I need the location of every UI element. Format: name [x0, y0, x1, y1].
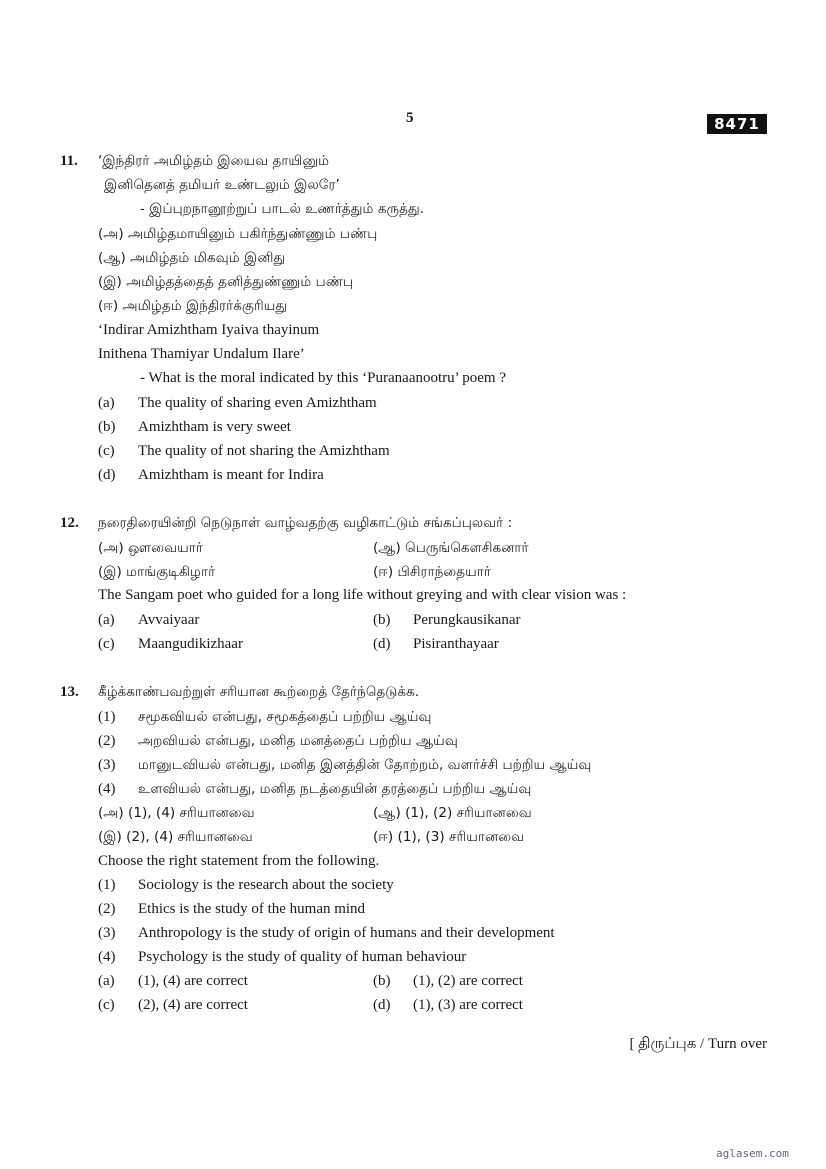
option-tamil[interactable]: (ஆ) அமிழ்தம் மிகவும் இனிது — [98, 250, 286, 266]
question-number: 12. — [60, 515, 79, 531]
option-english[interactable]: Amizhtham is very sweet — [138, 419, 291, 435]
option-tamil[interactable]: (ஆ) (1), (2) சரியானவை — [373, 805, 532, 821]
option-label: (c) — [98, 636, 115, 652]
option-label: (d) — [98, 467, 116, 483]
statement-english: Ethics is the study of the human mind — [138, 901, 366, 917]
option-label: (d) — [373, 636, 391, 652]
question-number: 13. — [60, 684, 79, 700]
option-label: (d) — [373, 997, 391, 1013]
poem-line-english: ‘Indirar Amizhtham Iyaiva thayinum — [98, 322, 320, 338]
option-english[interactable]: Maangudikizhaar — [138, 636, 243, 652]
option-label: (b) — [98, 419, 116, 435]
option-tamil[interactable]: (ஆ) பெருங்கௌசிகனார் — [373, 540, 529, 556]
question-number: 11. — [60, 153, 78, 169]
option-english[interactable]: (1), (4) are correct — [138, 973, 248, 989]
question-text-english: The Sangam poet who guided for a long life without greying and with clear vision was : — [98, 587, 627, 603]
option-tamil[interactable]: (அ) (1), (4) சரியானவை — [98, 805, 255, 821]
option-english[interactable]: Perungkausikanar — [413, 612, 521, 628]
question-text-english: Choose the right statement from the following. — [98, 853, 380, 869]
statement-english: Sociology is the research about the society — [138, 877, 394, 893]
poem-line-tamil: ‘இந்திரர் அமிழ்தம் இயைவ தாயினும் — [98, 153, 330, 169]
watermark: aglasem.com — [716, 1147, 789, 1160]
statement-label: (3) — [98, 757, 116, 773]
statement-label: (2) — [98, 733, 116, 749]
option-english[interactable]: (1), (2) are correct — [413, 973, 523, 989]
statement-english: Anthropology is the study of origin of humans and their development — [138, 925, 555, 941]
option-label: (b) — [373, 973, 391, 989]
option-label: (b) — [373, 612, 391, 628]
question-text-tamil: கீழ்க்காண்பவற்றுள் சரியான கூற்றைத் தேர்ந்தெடுக்க. — [98, 684, 420, 700]
option-english[interactable]: (2), (4) are correct — [138, 997, 248, 1013]
option-label: (a) — [98, 395, 115, 411]
option-label: (c) — [98, 997, 115, 1013]
statement-label: (4) — [98, 781, 116, 797]
statement-tamil: அறவியல் என்பது, மனித மனத்தைப் பற்றிய ஆய்வு — [138, 733, 458, 749]
option-label: (a) — [98, 973, 115, 989]
statement-label: (1) — [98, 877, 116, 893]
turn-over-note: [ திருப்புக / Turn over — [629, 1036, 767, 1052]
option-english[interactable]: The quality of sharing even Amizhtham — [138, 395, 377, 411]
option-english[interactable]: Avvaiyaar — [138, 612, 200, 628]
statement-english: Psychology is the study of quality of human behaviour — [138, 949, 467, 965]
option-tamil[interactable]: (அ) அமிழ்தமாயினும் பகிர்ந்துண்ணும் பண்பு — [98, 226, 378, 242]
question-text-tamil: நரைதிரையின்றி நெடுநாள் வாழ்வதற்கு வழிகாட்டும் சங்கப்புலவர் : — [98, 515, 513, 531]
option-label: (c) — [98, 443, 115, 459]
statement-label: (4) — [98, 949, 116, 965]
poem-line-english: Inithena Thamiyar Undalum Ilare’ — [98, 346, 305, 362]
statement-tamil: சமூகவியல் என்பது, சமூகத்தைப் பற்றிய ஆய்வு — [138, 709, 432, 725]
statement-tamil: மானுடவியல் என்பது, மனித இனத்தின் தோற்றம், வளர்ச்சி பற்றிய ஆய்வு — [138, 757, 592, 773]
option-tamil[interactable]: (இ) அமிழ்தத்தைத் தனித்துண்ணும் பண்பு — [98, 274, 354, 290]
option-label: (a) — [98, 612, 115, 628]
option-tamil[interactable]: (ஈ) பிசிராந்தையார் — [373, 564, 491, 580]
question-text-tamil: - இப்புறநானூற்றுப் பாடல் உணர்த்தும் கருத்து. — [140, 201, 425, 217]
option-tamil[interactable]: (இ) (2), (4) சரியானவை — [98, 829, 253, 845]
option-tamil[interactable]: (ஈ) அமிழ்தம் இந்திரர்க்குரியது — [98, 298, 288, 314]
poem-line-tamil: இனிதெனத் தமியர் உண்டலும் இலரே’ — [104, 177, 340, 193]
option-tamil[interactable]: (அ) ஔவையார் — [98, 540, 203, 556]
page-number: 5 — [406, 110, 414, 126]
question-text-english: - What is the moral indicated by this ‘Puranaanootru’ poem ? — [140, 370, 507, 386]
statement-tamil: உளவியல் என்பது, மனித நடத்தையின் தரத்தைப் பற்றிய ஆய்வு — [138, 781, 532, 797]
statement-label: (2) — [98, 901, 116, 917]
option-english[interactable]: Pisiranthayaar — [413, 636, 499, 652]
option-english[interactable]: Amizhtham is meant for Indira — [138, 467, 324, 483]
statement-label: (1) — [98, 709, 116, 725]
option-tamil[interactable]: (இ) மாங்குடிகிழார் — [98, 564, 216, 580]
statement-label: (3) — [98, 925, 116, 941]
option-english[interactable]: (1), (3) are correct — [413, 997, 523, 1013]
option-tamil[interactable]: (ஈ) (1), (3) சரியானவை — [373, 829, 525, 845]
option-english[interactable]: The quality of not sharing the Amizhtham — [138, 443, 390, 459]
paper-code-badge: 8471 — [707, 114, 767, 134]
